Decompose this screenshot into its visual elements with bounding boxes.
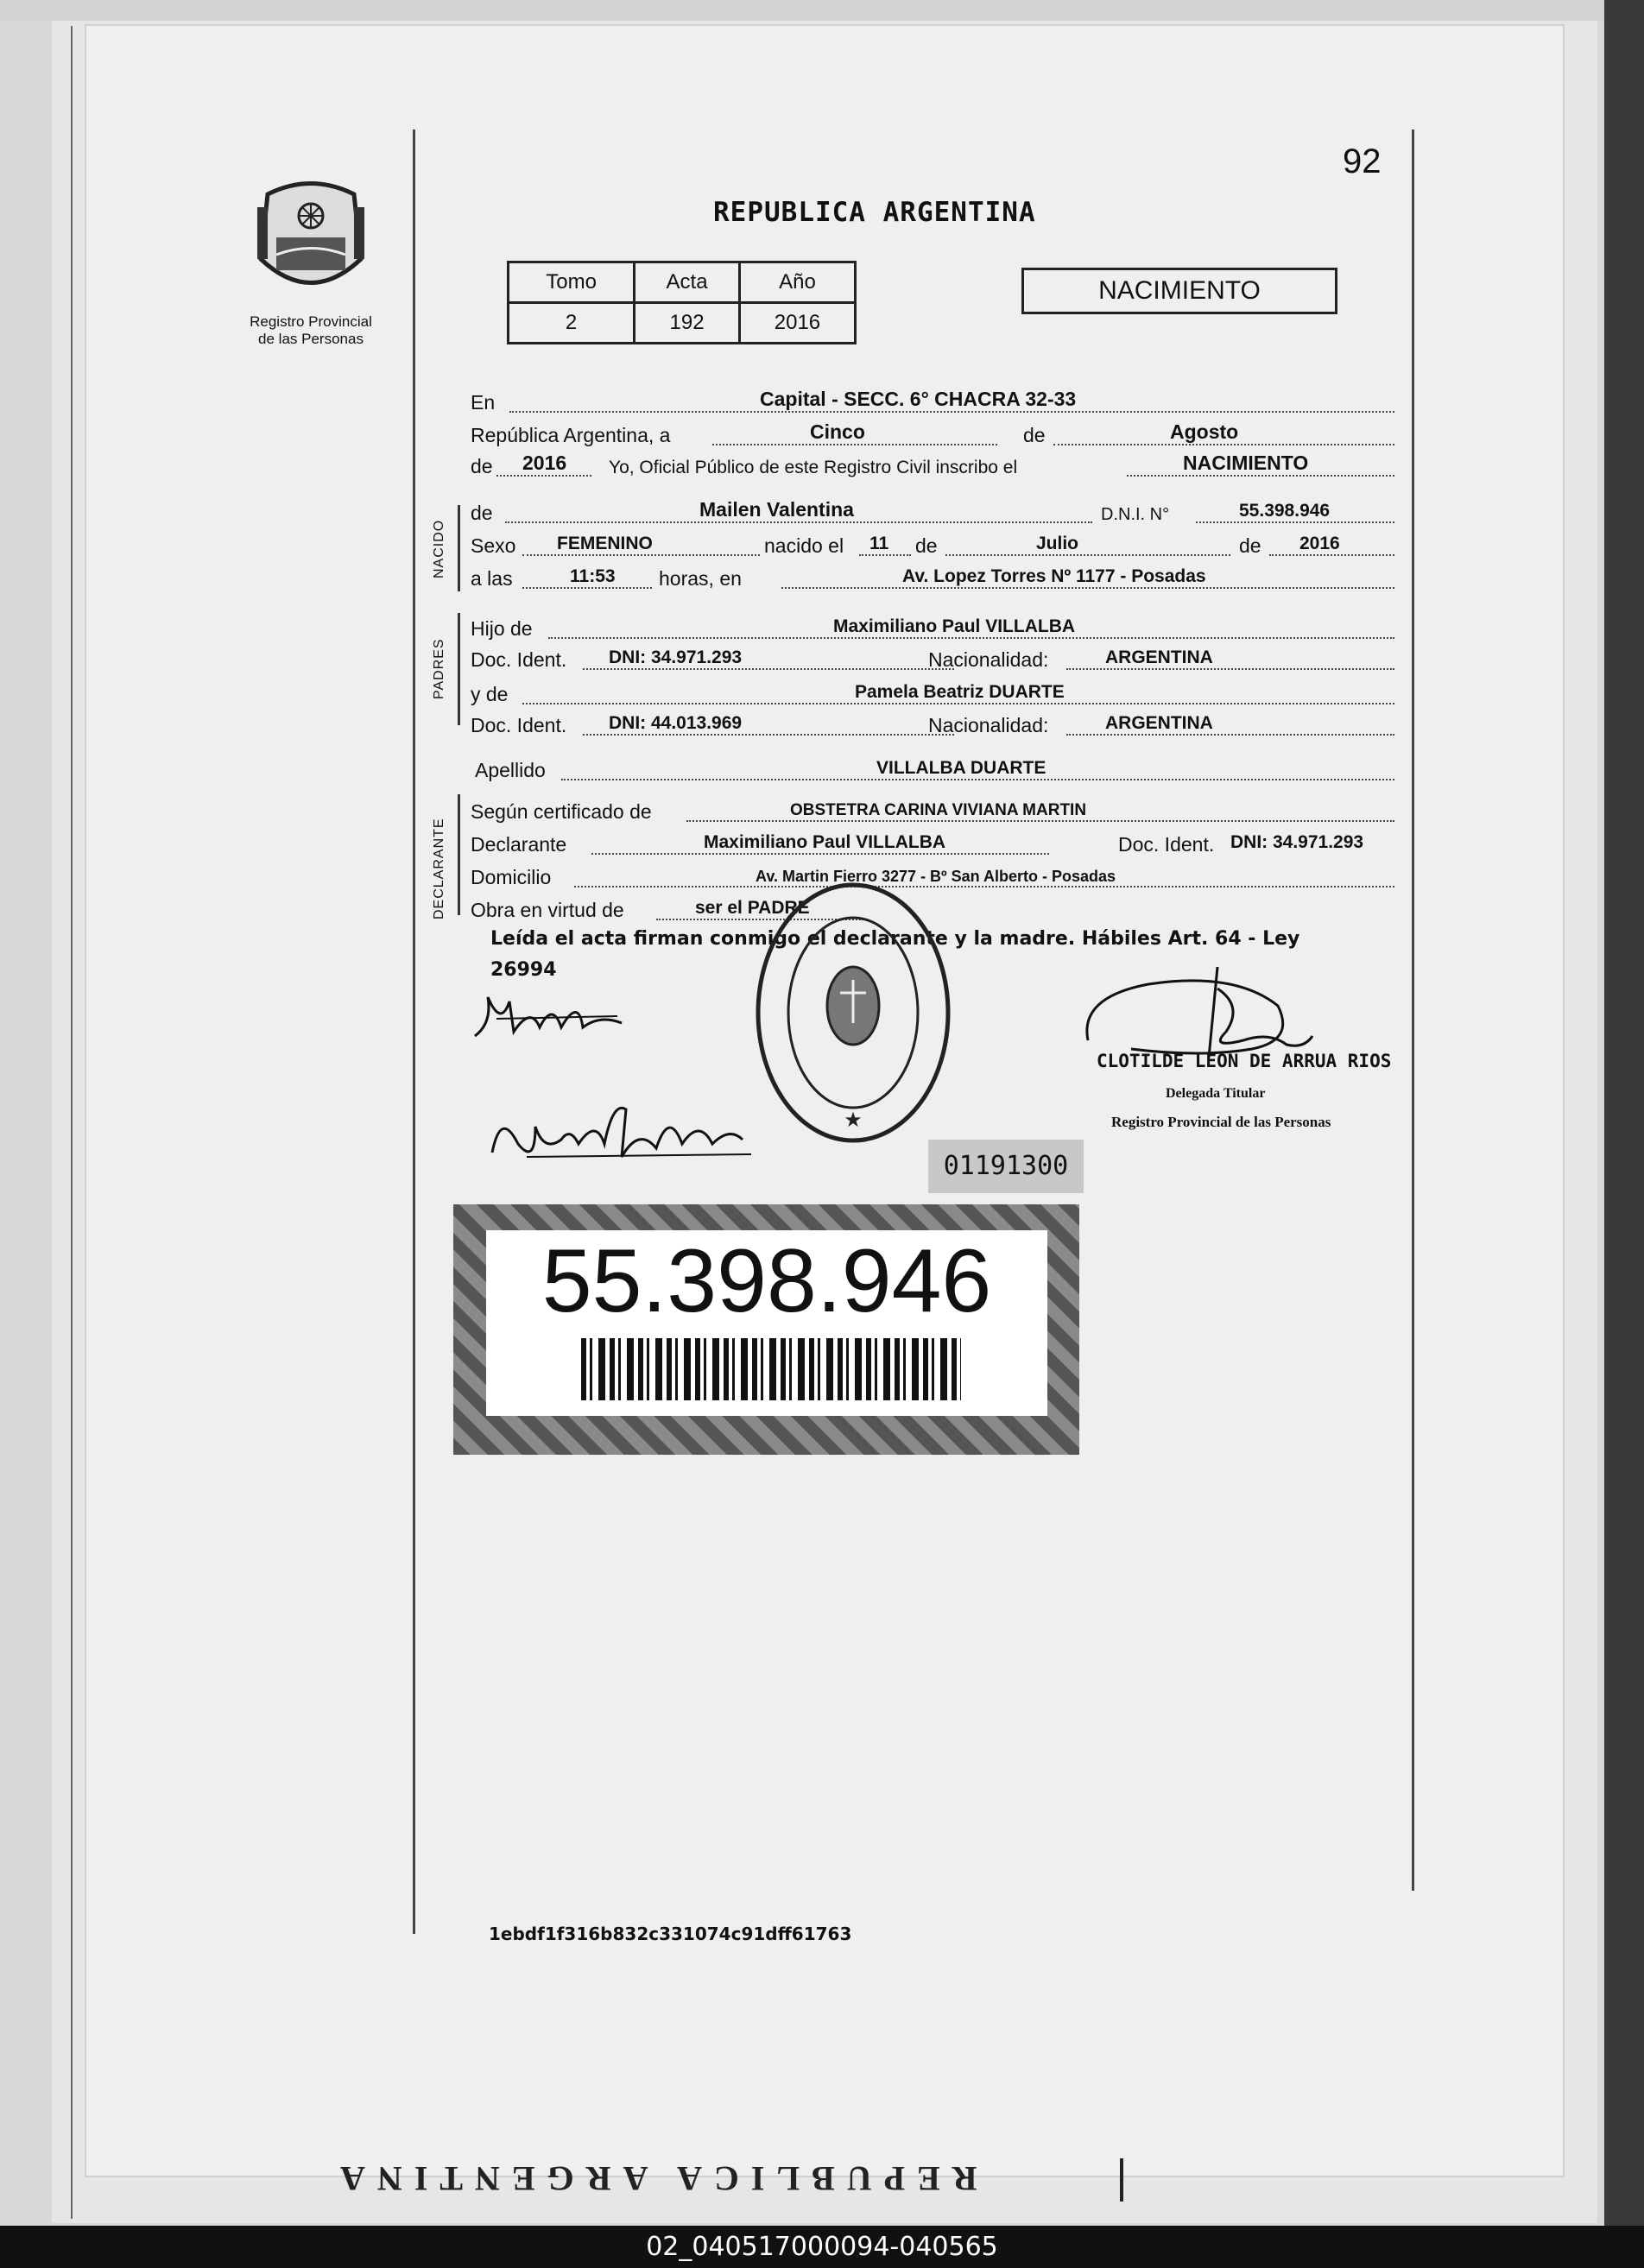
mother-doc-value: DNI: 44.013.969 [609, 713, 743, 733]
de3-label: de [471, 502, 493, 524]
dots [591, 853, 1049, 855]
nacido-el-label: nacido el [764, 534, 844, 557]
row-anio [471, 451, 1394, 482]
oficial-text: Yo, Oficial Público de este Registro Civil inscribo el [609, 458, 1018, 477]
mother-nat-value: ARGENTINA [1105, 713, 1213, 733]
page-number: 92 [1343, 142, 1382, 180]
dots [712, 444, 997, 445]
signature-declarante [471, 989, 626, 1053]
domicilio-value: Av. Martin Fierro 3277 - Bº San Alberto - Posadas [756, 868, 1116, 885]
declarante-value: Maximiliano Paul VILLALBA [704, 832, 946, 852]
dots [859, 554, 911, 556]
acta-header-tomo: Tomo [509, 262, 635, 303]
right-edge-shadow [1604, 0, 1644, 2227]
dots [1066, 734, 1394, 736]
dots [496, 475, 591, 477]
de4-label: de [915, 534, 938, 557]
de2-label: de [471, 455, 493, 477]
time-value: 11:53 [570, 566, 616, 586]
registry-name [229, 313, 393, 348]
mother-value: Pamela Beatriz DUARTE [855, 682, 1065, 702]
left-margin-line [413, 130, 415, 1934]
dots [522, 554, 760, 556]
dots [1053, 444, 1394, 445]
dots [561, 779, 1394, 780]
province-seal-logo [250, 177, 371, 306]
padres-bracket [458, 613, 469, 725]
dni-sticker-label [486, 1230, 1047, 1416]
apellido-label: Apellido [475, 759, 546, 781]
registry-name-line1: Registro Provincial [250, 313, 372, 330]
en-label: En [471, 391, 496, 414]
dni-sticker [453, 1204, 1079, 1455]
dni-value: 55.398.946 [1239, 501, 1331, 521]
de-label: de [1023, 424, 1046, 446]
dots [1066, 668, 1394, 670]
official-name: CLOTILDE LEON DE ARRUA RIOS [1097, 1051, 1392, 1071]
declarante-section-label: DECLARANTE [432, 818, 446, 919]
place-value: Av. Lopez Torres Nº 1177 - Posadas [902, 566, 1206, 586]
month-value: Agosto [1170, 420, 1239, 443]
dots [945, 554, 1230, 556]
birth-year-value: 2016 [1299, 534, 1340, 553]
acta-value-acta: 192 [635, 303, 740, 344]
dots [781, 587, 1394, 589]
inscribo-value: NACIMIENTO [1183, 452, 1309, 474]
acta-table-value-row [509, 303, 856, 344]
serial-tag: 01191300 [928, 1140, 1084, 1193]
top-edge [0, 0, 1644, 21]
doc-ident-label-2: Doc. Ident. [471, 714, 567, 736]
dni-barcode [581, 1338, 961, 1400]
acta-value-tomo: 2 [509, 303, 635, 344]
row-madre-doc [471, 710, 1394, 741]
declarante-label: Declarante [471, 833, 567, 856]
dots [548, 637, 1394, 639]
republica-label: República Argentina, a [471, 424, 671, 446]
father-value: Maximiliano Paul VILLALBA [833, 616, 1076, 636]
acta-table-header-row [509, 262, 856, 303]
dni-label: D.N.I. N° [1101, 505, 1170, 524]
official-role: Delegada Titular [1166, 1086, 1266, 1101]
nacionalidad-label: Nacionalidad: [928, 648, 1049, 671]
bottom-divider [1120, 2158, 1123, 2202]
acta-header-acta: Acta [635, 262, 740, 303]
dots [522, 703, 1394, 704]
row-madre [471, 679, 1394, 710]
father-doc-value: DNI: 34.971.293 [609, 648, 743, 667]
year-value: 2016 [522, 452, 567, 474]
day-value: Cinco [810, 420, 865, 443]
dots [583, 668, 954, 670]
row-lugar [471, 387, 1394, 418]
dots [522, 587, 652, 589]
acta-header-anio: Año [739, 262, 855, 303]
horas-label: horas, en [659, 567, 742, 590]
dots [1196, 521, 1394, 523]
row-hora [471, 563, 1394, 594]
domicilio-label: Domicilio [471, 866, 552, 888]
registry-name-line2: de las Personas [258, 331, 364, 347]
acta-value-anio: 2016 [739, 303, 855, 344]
row-segun [471, 796, 1394, 827]
signature-madre [484, 1092, 760, 1174]
mirrored-header-text: REPUBLICA ARGENTINA [328, 2159, 977, 2198]
declarante-bracket [458, 794, 469, 915]
nacionalidad-label-2: Nacionalidad: [928, 714, 1049, 736]
nacido-bracket [458, 505, 469, 591]
closing-text-line2: 26994 [490, 959, 557, 981]
registry-stamp [749, 876, 957, 1148]
row-declarante [471, 829, 1394, 860]
dots [1269, 554, 1394, 556]
certificate-type-box: NACIMIENTO [1021, 268, 1337, 314]
segun-label: Según certificado de [471, 800, 652, 823]
svg-text:★: ★ [844, 1108, 863, 1132]
row-apellido [471, 755, 1394, 786]
hash-code: 1ebdf1f316b832c331074c91dff61763 [489, 1924, 852, 1944]
en-value: Capital - SECC. 6° CHACRA 32-33 [760, 388, 1077, 410]
obra-value: ser el PADRE [695, 898, 810, 918]
de5-label: de [1239, 534, 1261, 557]
footer-filename: 02_040517000094-040565 [0, 2226, 1644, 2268]
dots [583, 734, 954, 736]
birth-month-value: Julio [1036, 534, 1079, 553]
y-de-label: y de [471, 683, 509, 705]
row-nombre [471, 497, 1394, 528]
sexo-label: Sexo [471, 534, 516, 557]
dots [1127, 475, 1394, 477]
dots [686, 820, 1394, 822]
row-padre-doc [471, 644, 1394, 675]
row-padre [471, 613, 1394, 644]
dots [509, 411, 1394, 413]
closing-text-line1: Leída el acta firman conmigo el declarante y la madre. Hábiles Art. 64 - Ley [490, 928, 1300, 950]
acta-table [507, 261, 857, 344]
dots [574, 886, 1394, 888]
nacido-section-label: NACIDO [432, 519, 446, 578]
official-org: Registro Provincial de las Personas [1111, 1114, 1331, 1130]
page-edge-line [71, 26, 73, 2219]
obra-label: Obra en virtud de [471, 899, 624, 921]
hijo-de-label: Hijo de [471, 617, 533, 640]
row-fecha [471, 420, 1394, 451]
sexo-value: FEMENINO [557, 534, 653, 553]
padres-section-label: PADRES [432, 638, 446, 699]
father-nat-value: ARGENTINA [1105, 648, 1213, 667]
apellido-value: VILLALBA DUARTE [876, 758, 1046, 778]
row-sexo [471, 530, 1394, 561]
right-margin-line [1412, 130, 1414, 1891]
name-value: Mailen Valentina [699, 498, 854, 521]
doc-ident-label: Doc. Ident. [471, 648, 567, 671]
segun-value: OBSTETRA CARINA VIVIANA MARTIN [790, 801, 1087, 819]
dni-sticker-number: 55.398.946 [541, 1231, 992, 1331]
declarante-doc-value: DNI: 34.971.293 [1230, 832, 1364, 852]
dots [505, 521, 1092, 523]
document-title: REPUBLICA ARGENTINA [713, 197, 1036, 228]
birth-day-value: 11 [869, 534, 889, 553]
a-las-label: a las [471, 567, 513, 590]
doc-ident2-label: Doc. Ident. [1118, 833, 1215, 856]
